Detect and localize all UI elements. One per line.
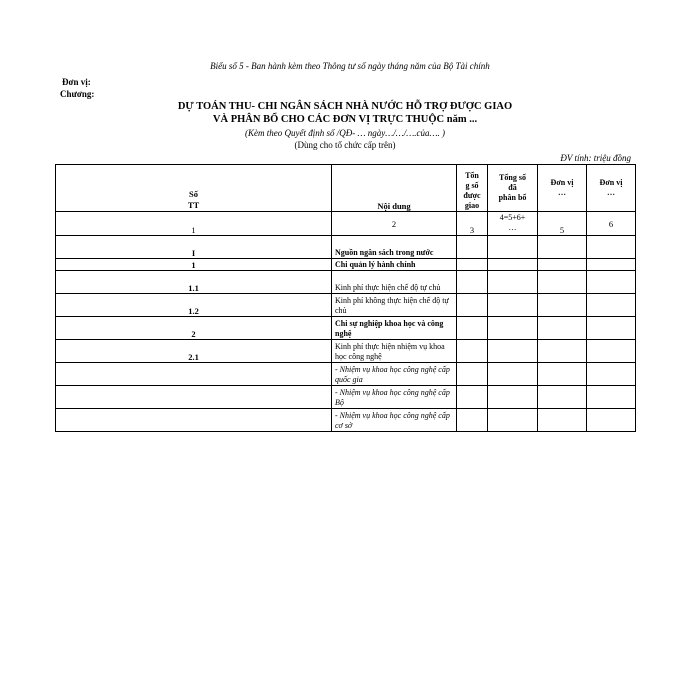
unit-label: Đơn vị: xyxy=(62,77,91,87)
cell xyxy=(457,317,488,340)
table-row xyxy=(56,259,636,271)
row-stt: I xyxy=(56,236,332,259)
cell xyxy=(538,236,587,259)
cell xyxy=(538,259,587,271)
document-title xyxy=(0,100,690,126)
table-row xyxy=(56,317,636,340)
numbering-cell: 1 xyxy=(56,212,332,236)
unit-info xyxy=(62,76,94,100)
numbering-cell: 2 xyxy=(332,212,457,236)
row-noi-dung: Nguồn ngân sách trong nước xyxy=(332,236,457,259)
row-stt xyxy=(56,386,332,409)
cell xyxy=(538,386,587,409)
row-noi-dung: - Nhiệm vụ khoa học công nghệ cấp Bộ xyxy=(332,386,457,409)
row-stt: 1.2 xyxy=(56,294,332,317)
numbering-cell: 6 xyxy=(587,212,636,236)
header-don-vi-1: Đơn vị … xyxy=(538,165,587,212)
cell xyxy=(457,409,488,432)
cell xyxy=(587,236,636,259)
cell xyxy=(587,363,636,386)
chuong-label: Chương: xyxy=(60,89,95,99)
table-row xyxy=(56,294,636,317)
cell xyxy=(587,409,636,432)
table-row xyxy=(56,363,636,386)
cell xyxy=(538,340,587,363)
cell xyxy=(488,340,538,363)
numbering-cell: 4=5+6+ … xyxy=(488,212,538,236)
table-row xyxy=(56,271,636,294)
row-noi-dung: Chi quản lý hành chính xyxy=(332,259,457,271)
row-stt: 1.1 xyxy=(56,271,332,294)
table-row xyxy=(56,386,636,409)
decision-reference: (Kèm theo Quyết định số /QĐ- … ngày…/…/….của…. ) xyxy=(245,128,445,138)
header-note: Biểu số 5 - Ban hành kèm theo Thông tư số ngày tháng năm của Bộ Tài chính xyxy=(210,61,490,71)
cell xyxy=(538,271,587,294)
numbering-cell: 5 xyxy=(538,212,587,236)
row-stt xyxy=(56,409,332,432)
cell xyxy=(457,294,488,317)
cell xyxy=(587,317,636,340)
cell xyxy=(587,294,636,317)
cell xyxy=(488,409,538,432)
title-line-1: DỰ TOÁN THU- CHI NGÂN SÁCH NHÀ NƯỚC HỖ TRỢ ĐƯỢC GIAO xyxy=(177,101,513,112)
cell xyxy=(587,340,636,363)
row-noi-dung: Kinh phí thực hiện chế độ tự chủ xyxy=(332,271,457,294)
row-noi-dung: Kinh phí không thực hiện chế độ tự chủ xyxy=(332,294,457,317)
row-stt: 1 xyxy=(56,259,332,271)
row-noi-dung: Kinh phí thực hiện nhiệm vụ khoa học công nghệ xyxy=(332,340,457,363)
cell xyxy=(488,259,538,271)
header-noi-dung: Nội dung xyxy=(332,165,457,212)
cell xyxy=(538,363,587,386)
cell xyxy=(587,259,636,271)
row-noi-dung: - Nhiệm vụ khoa học công nghệ cấp cơ sở xyxy=(332,409,457,432)
cell xyxy=(488,271,538,294)
header-stt: Số TT xyxy=(56,165,332,212)
table-row xyxy=(56,409,636,432)
budget-table xyxy=(55,164,636,432)
cell xyxy=(587,386,636,409)
row-stt xyxy=(56,363,332,386)
cell xyxy=(538,317,587,340)
cell xyxy=(457,271,488,294)
cell xyxy=(457,236,488,259)
table-header-row xyxy=(56,165,636,212)
cell xyxy=(488,317,538,340)
numbering-row xyxy=(56,212,636,236)
cell xyxy=(538,409,587,432)
row-noi-dung: - Nhiệm vụ khoa học công nghệ cấp quốc gia xyxy=(332,363,457,386)
header-don-vi-2: Đơn vị … xyxy=(587,165,636,212)
cell xyxy=(488,294,538,317)
header-tong-giao: Tổn g số được giao xyxy=(457,165,488,212)
cell xyxy=(587,271,636,294)
currency-unit: ĐV tính: triệu đồng xyxy=(560,153,631,163)
numbering-cell: 3 xyxy=(457,212,488,236)
cell xyxy=(457,363,488,386)
cell xyxy=(488,386,538,409)
cell xyxy=(457,259,488,271)
table-row xyxy=(56,236,636,259)
cell xyxy=(538,294,587,317)
row-stt: 2.1 xyxy=(56,340,332,363)
cell xyxy=(457,386,488,409)
header-tong-phan-bo: Tổng số đã phân bổ xyxy=(488,165,538,212)
row-noi-dung: Chi sự nghiệp khoa học và công nghệ xyxy=(332,317,457,340)
cell xyxy=(488,236,538,259)
cell xyxy=(457,340,488,363)
title-line-2: VÀ PHÂN BỔ CHO CÁC ĐƠN VỊ TRỰC THUỘC năm ... xyxy=(212,114,478,125)
table-row xyxy=(56,340,636,363)
usage-note: (Dùng cho tổ chức cấp trên) xyxy=(294,140,396,150)
cell xyxy=(488,363,538,386)
row-stt: 2 xyxy=(56,317,332,340)
